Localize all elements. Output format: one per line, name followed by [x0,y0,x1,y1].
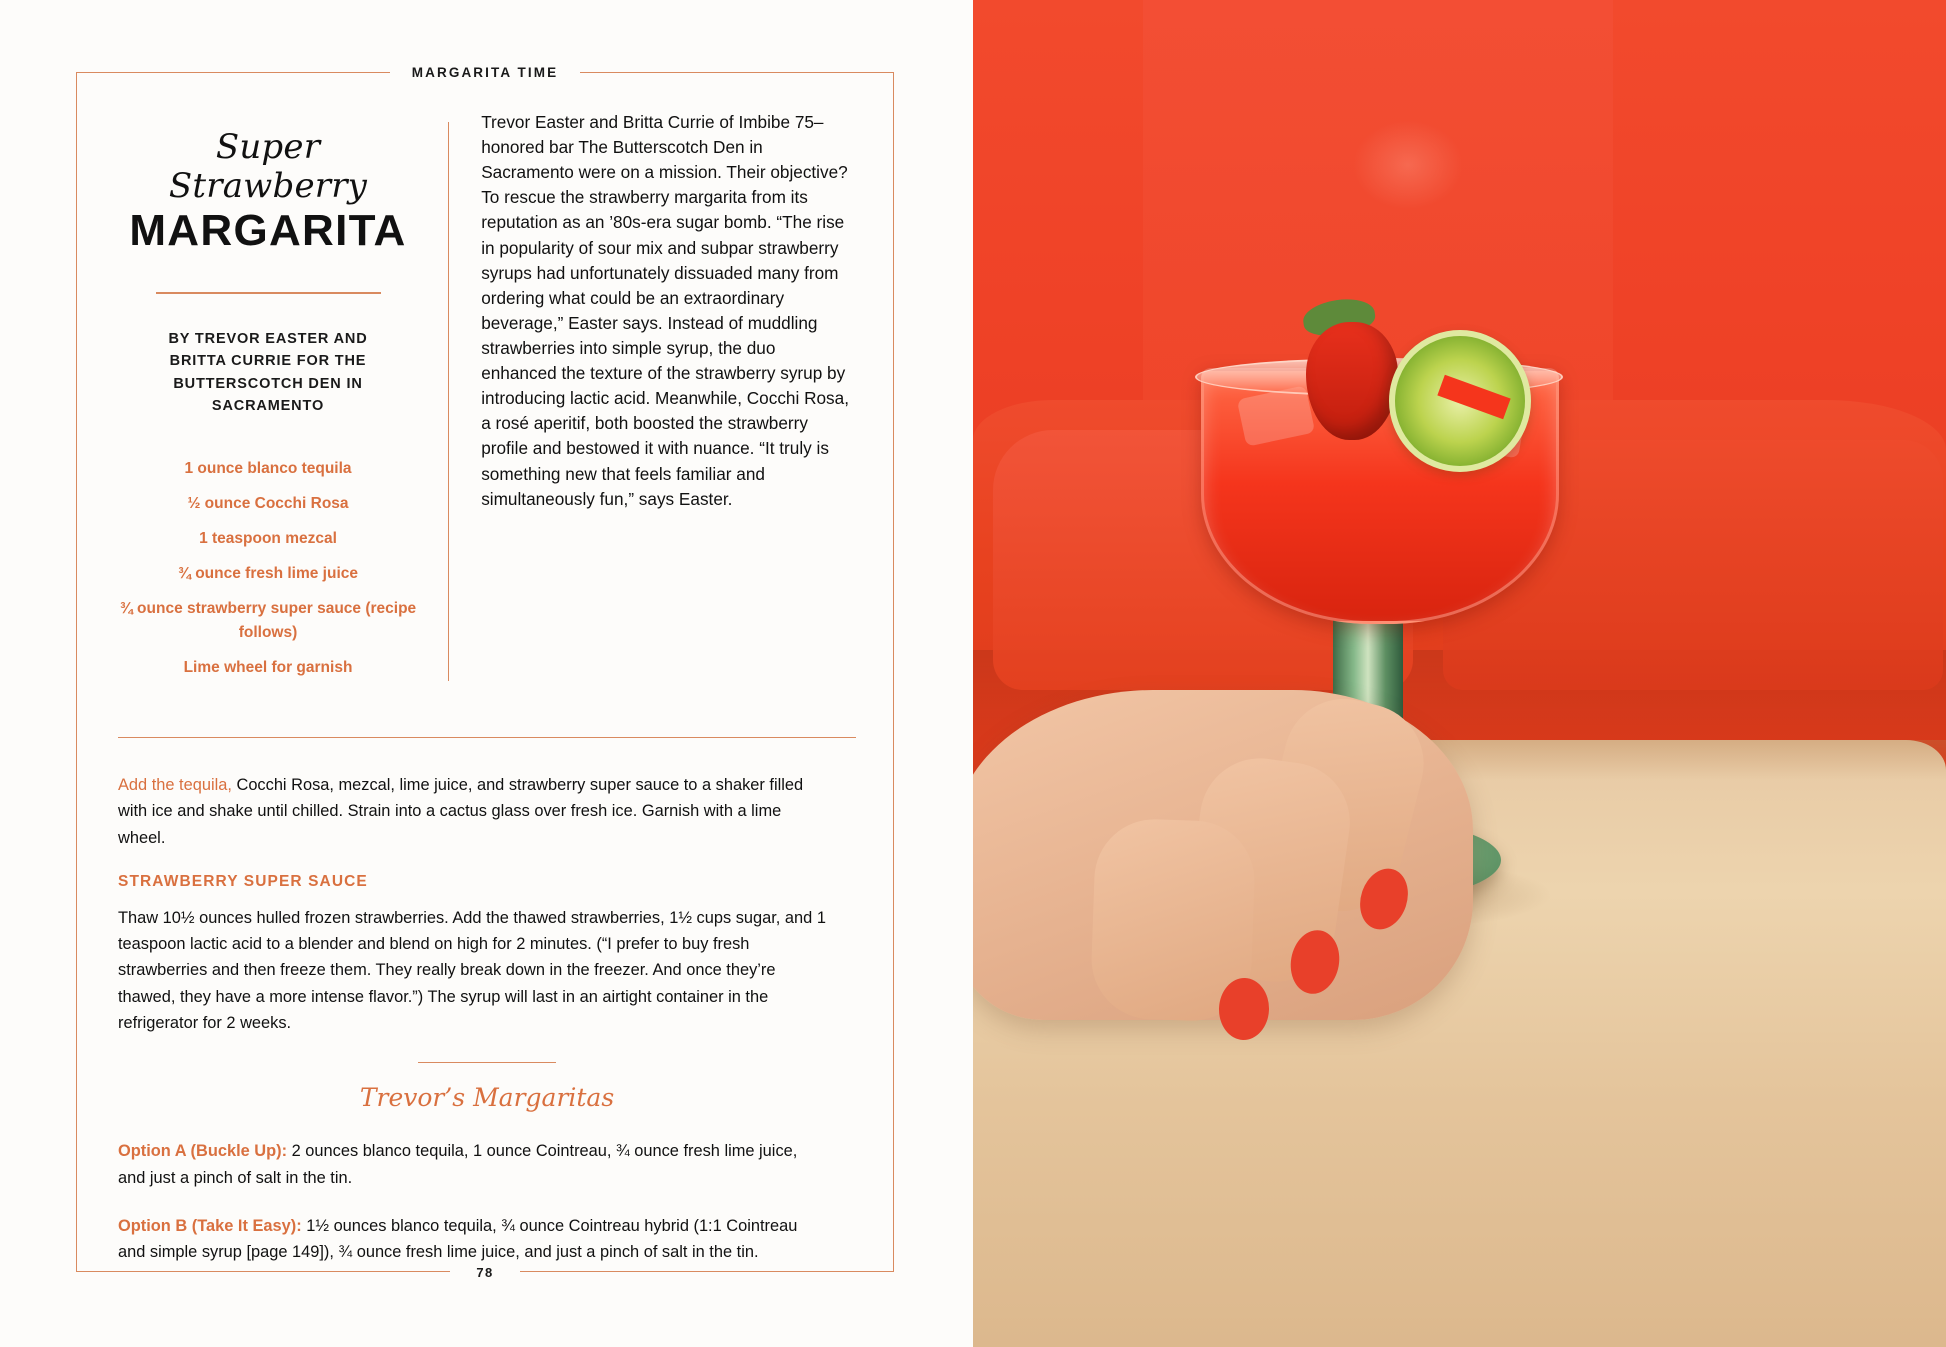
photo-page [973,0,1946,1347]
recipe-card [118,110,448,691]
section-divider [118,737,856,738]
divider-rule [156,292,381,293]
list-item: 1 ounce blanco tequila [184,460,352,478]
list-item: ¾ ounce fresh lime juice [177,564,359,582]
method-body: Cocchi Rosa, mezcal, lime juice, and strawberry super sauce to a shaker filled with ice and shake until chilled. Strain into a cactus glass over fresh ice. Garnish with a lime wheel. [118,776,804,847]
option-b-label: Option B (Take It Easy): [118,1216,302,1235]
page-number-holder [76,1258,894,1286]
intro-column [449,110,849,512]
ornament-rule [418,1062,556,1063]
variants-title: Trevor’s Margaritas [359,1083,615,1113]
option-b-text: 1½ ounces blanco tequila, ¾ ounce Cointreau hybrid (1:1 Cointreau and simple syrup [page 149]), ¾ ounce fresh lime juice, and just a pinch of salt in the tin. [118,1216,798,1262]
list-item: ½ ounce Cocchi Rosa [187,495,349,513]
method-lead-in: Add the tequila, [118,776,232,795]
list-item: 1 teaspoon mezcal [199,530,337,548]
kicker-label: MARGARITA TIME [390,65,580,80]
page-content [118,110,856,1287]
recipe-header-columns [118,110,856,691]
page-number: 78 [450,1265,519,1280]
sauce-paragraph: Thaw 10½ ounces hulled frozen strawberries. Add the thawed strawberries, 1½ cups sugar, and 1 teaspoon lactic acid to a blender and blend on high for 2 minutes. (“I prefer to buy fresh strawberries and then freeze them. They really break down in the freezer. And once they’re thawed, they have a more intense flavor.”) The syrup will last in an airtight container in the refrigerator for 2 weeks. [118,908,826,1032]
ingredient-list [118,457,418,681]
method-paragraph [118,772,828,851]
recipe-lede: Trevor Easter and Britta Currie of Imbibe 75–honored bar The Butterscotch Den in Sacramento were on a mission. Their objective? To rescue the strawberry margarita from its reputation as an ’80s-era sugar bomb. “The rise in popularity of sour mix and subpar strawberry syrups had unfortunately dissuaded many from ordering what could be an extraordinary beverage,” Easter says. Instead of muddling strawberries into simple syrup, the duo enhanced the texture of the strawberry syrup by introducing lactic acid. Meanwhile, Cocchi Rosa, a rosé aperitif, both boosted the strawberry profile and bestowed it with nuance. “It truly is something new that feels familiar and simultaneously fun,” says Easter. [481,112,849,509]
option-a-text: 2 ounces blanco tequila, 1 ounce Cointreau, ¾ ounce fresh lime juice, and just a pinch of salt in the tin. [118,1142,798,1187]
recipe-title-main: MARGARITA [129,206,407,256]
recipe-byline: BY TREVOR EASTER AND BRITTA CURRIE FOR THE BUTTERSCOTCH DEN IN SACRAMENTO [168,330,368,414]
option-a-paragraph [118,1138,828,1191]
wall-highlight [1353,120,1463,210]
sauce-subhead: STRAWBERRY SUPER SAUCE [118,872,368,890]
recipe-title-script: Super Strawberry [168,127,368,207]
list-item: Lime wheel for garnish [183,659,353,677]
option-a-label: Option A (Buckle Up): [118,1142,288,1161]
list-item: ¾ ounce strawberry super sauce (recipe follows) [119,599,417,642]
